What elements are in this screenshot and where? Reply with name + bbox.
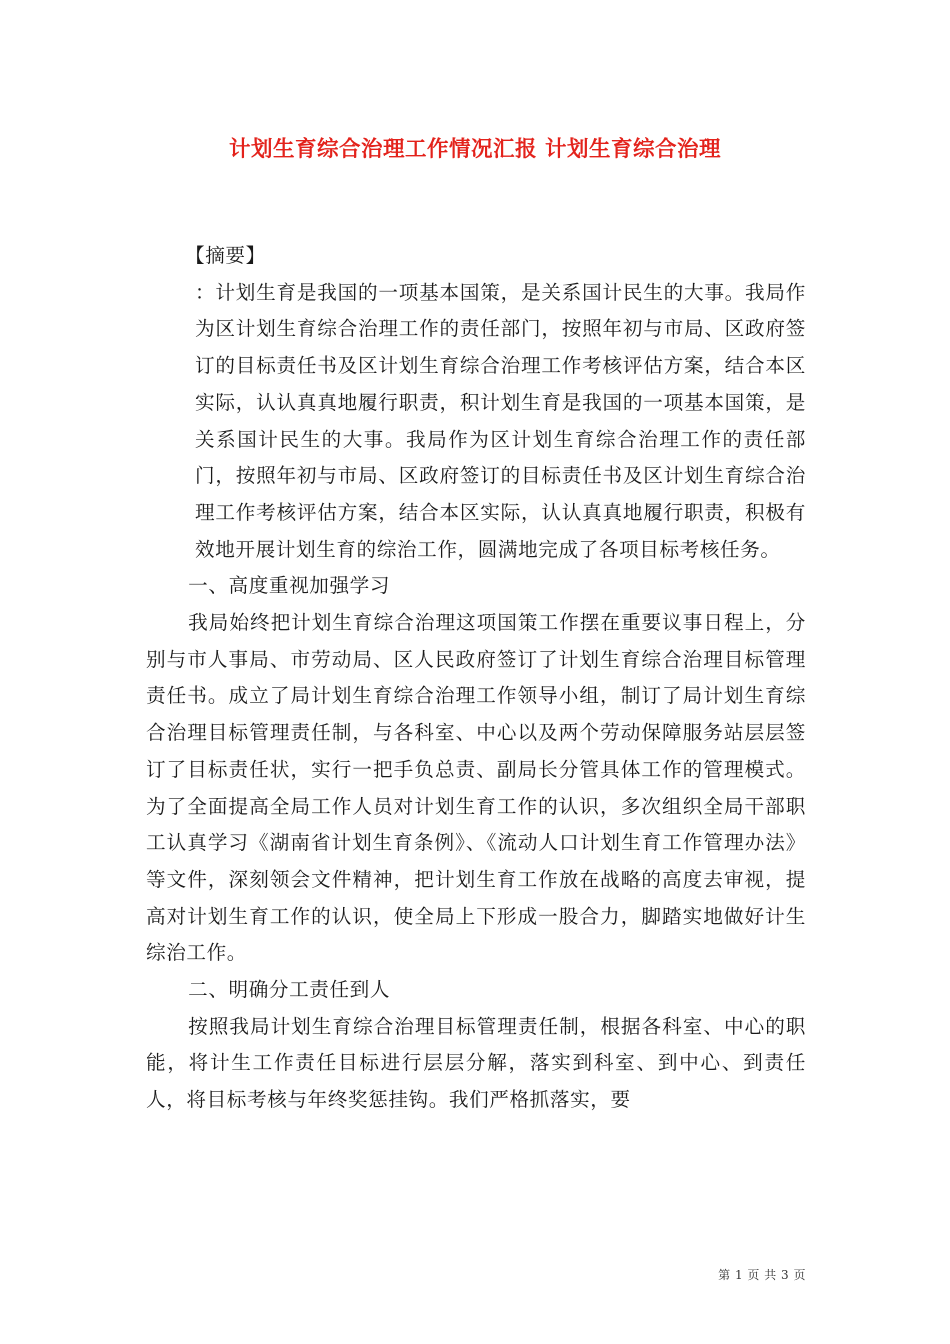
section-heading-1: 一、高度重视加强学习 <box>188 574 391 598</box>
section-paragraph-1: 我局始终把计划生育综合治理这项国策工作摆在重要议事日程上，分别与市人事局、市劳动局、区人民政府签订了计划生育综合治理目标管理责任书。成立了局计划生育综合治理工作领导小组，制订了局计划生育综合治理目标管理责任制，与各科室、中心以及两个劳动保障服务站层层签订了目标责任状，实行一把手负总责、副局长分管具体工作的管理模式。为了全面提高全局工作人员对计划生育工作的认识，多次组织全局干部职工认真学习《湖南省计划生育条例》、《流动人口计划生育工作管理办法》等文件，深刻领会文件精神，把计划生育工作放在战略的高度去审视，提高对计划生育工作的认识，使全局上下形成一股合力，脚踏实地做好计生综治工作。 <box>146 611 806 965</box>
page-number: 第 1 页 共 3 页 <box>718 1268 806 1282</box>
abstract-label: 【摘要】 <box>185 244 266 267</box>
document-title: 计划生育综合治理工作情况汇报 计划生育综合治理 <box>229 137 721 162</box>
section-paragraph-2: 按照我局计划生育综合治理目标管理责任制，根据各科室、中心的职能，将计生工作责任目标进行层层分解，落实到科室、到中心、到责任人，将目标考核与年终奖惩挂钩。我们严格抓落实，要 <box>146 1014 806 1112</box>
document-body <box>146 238 806 1119</box>
section-heading-2: 二、明确分工责任到人 <box>188 978 391 1002</box>
abstract-paragraph: ：计划生育是我国的一项基本国策，是关系国计民生的大事。我局作为区计划生育综合治理工作的责任部门，按照年初与市局、区政府签订的目标责任书及区计划生育综合治理工作考核评估方案，结合本区实际，认认真真地履行职责，积计划生育是我国的一项基本国策，是关系国计民生的大事。我局作为区计划生育综合治理工作的责任部门，按照年初与市局、区政府签订的目标责任书及区计划生育综合治理工作考核评估方案，结合本区实际，认认真真地履行职责，积极有效地开展计划生育的综治工作，圆满地完成了各项目标考核任务。 <box>195 280 806 561</box>
